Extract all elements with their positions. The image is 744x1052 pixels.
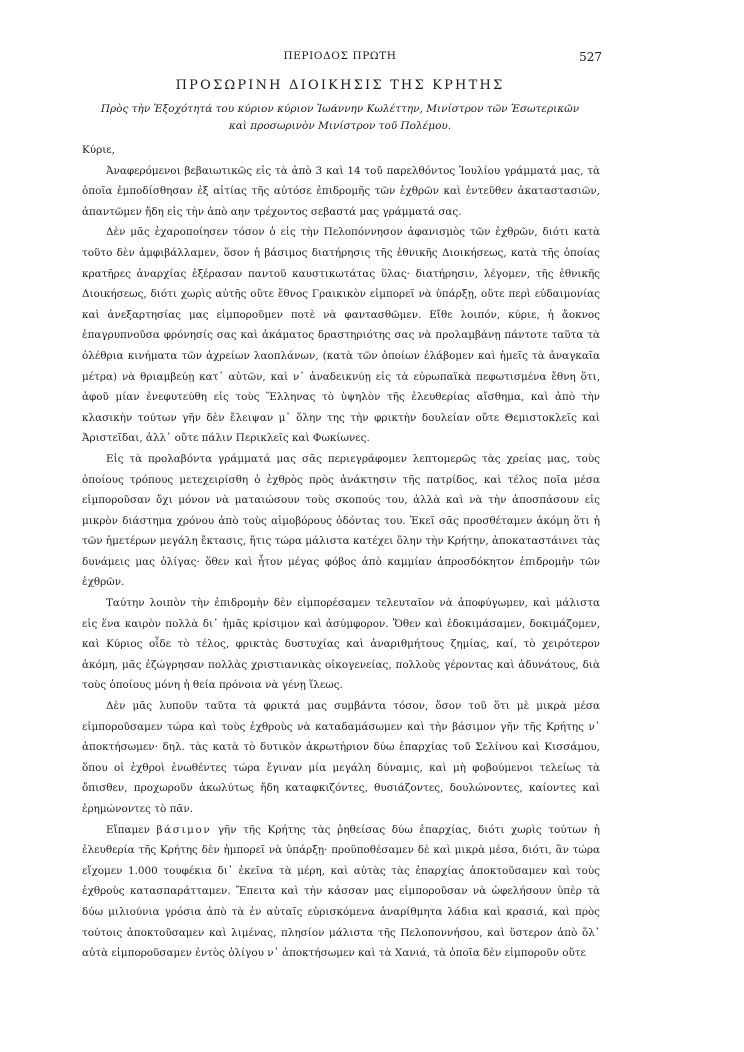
paragraph-6 [82,820,600,964]
running-head: ΠΕΡΙΟΔΟΣ ΠΡΩΤΗ [283,50,397,62]
letter-body [82,140,600,964]
paragraph-5: Δὲν μᾶς λυποῦν ταῦτα τὰ φρικτά μας συμβάντα τόσον, ὅσον τοῦ ὅτι μὲ μικρὰ μέσα εἰμποροῦσαμεν τώρα καὶ τοὺς ἐχθροὺς νὰ καταδαμάσωμεν καὶ τὴν βάσιμον γῆν τῆς Κρήτης ν᾽ ἀποκτήσωμεν· δηλ. τὰς κατὰ τὸ δυτικὸν ἀκρωτήριον δύω ἐπαρχίας τοῦ Σελίνου καὶ Κισσάμου, ὅπου οἱ ἐχθροὶ ἑνωθέντες τώρα ἔγιναν μία μεγάλη δύναμις, καὶ μὴ φοβούμενοι τελείως τὰ ὄπισθεν, προχωροῦν ἀκωλύτως ἤδη καταφκιζόντες, θυσιάζοντες, δουλώνοντες, καίοντες καὶ ἐρημώνοντες τὸ πᾶν. [82,700,600,815]
document-title: ΠΡΟΣΩΡΙΝΗ ΔΙΟΙΚΗΣΙΣ ΤΗΣ ΚΡΗΤΗΣ [175,78,505,93]
page-number: 527 [579,50,602,64]
paragraph-3: Εἰς τὰ προλαβόντα γράμματά μας σᾶς περιεγράφομεν λεπτομερῶς τὰς χρείας μας, τοὺς ὁποίους τρόπους μετεχειρίσθη ὁ ἐχθρὸς πρὸς ἀνάκτησιν τῆς πατρίδος, καὶ τέλος ποῖα μέσα εἰμποροῦσαν ὄχι μόνον νὰ ματαιώσουν τοὺς σκοπούς του, ἀλλὰ καὶ νὰ τὴν ἀποσπάσουν εἰς μικρὸν διάστημα χρόνου ἀπὸ τοὺς αἱμοβόρους ὀδόντας του. Ἐκεῖ σᾶς προσθέταμεν ἀκόμη ὅτι ἡ τῶν ἡμετέρων μεγάλη ἔκτασις, ἥτις τώρα μάλιστα κατέχει ὅλην τὴν Κρήτην, ἀποκαταστάινει τὰς δυνάμεις μας ὀλίγας· ὅθεν καὶ ἦτον μέγας φόβος ἀπὸ καμμίαν ἀπροσδόκητον ἐπιδρομὴν τῶν ἐχθρῶν. [82,452,600,589]
page-header [80,50,600,68]
paragraph-6-lead: Εἴπαμεν [106,823,157,836]
addressee-block [82,101,598,135]
paragraph-6-emphasis: βάσιμον [156,823,212,836]
paragraph-4: Ταύτην λοιπὸν τὴν ἐπιδρομὴν δὲν εἰμπορέσαμεν τελευταῖον νὰ ἀποφύγωμεν, καὶ μάλιστα εἰς ἕνα καιρὸν πολλὰ δι᾽ ἡμᾶς κρίσιμον καὶ ἀσύμφορον. Ὅθεν καὶ ἐδοκιμάσαμεν, δοκιμάζομεν, καὶ Κύριος οἶδε τὸ τέλος, φρικτὰς δυστυχίας καὶ ἀναριθμήτους ζημίας, καί, τὸ χειρότερον ἀκόμη, μᾶς ἐζώγρησαν πολλὰς χριστιανικὰς οἰκογενείας, πολλοὺς γέροντας καὶ ἀδυνάτους, διὰ τοὺς ὁποίους μόνη ἡ θεία πρόνοια νὰ γένῃ ἵλεως. [82,597,600,692]
paragraph-1: Ἀναφερόμενοι βεβαιωτικῶς εἰς τὰ ἀπὸ 3 καὶ 14 τοῦ παρελθόντος Ἰουλίου γράμματά μας, τὰ ὁποῖα ἐμποδίσθησαν ἐξ αἰτίας τῆς αὐτόσε ἐπιδρομῆς τῶν ἐχθρῶν καὶ ἐντεῦθεν ἀκαταστασιῶν, ἀπαντῶμεν ἤδη εἰς τὴν ἀπὸ αην τρέχοντος σεβαστά μας γράμματά σας. [82,164,600,218]
addressee-line-1: Πρὸς τὴν Ἐξοχότητά του κύριον κύριον Ἰωάννην Κωλέττην, Μινίστρον τῶν Ἐσωτερικῶν [100,103,580,115]
addressee-line-2: καὶ προσωρινὸν Μινίστρον τοῦ Πολέμου. [228,120,452,132]
paragraph-6-rest: γῆν τῆς Κρήτης τὰς ῥηθείσας δύω ἐπαρχίας, διότι χωρὶς τούτων ἡ ἐλευθερία τῆς Κρήτης δὲν ἠμπορεῖ νὰ ὑπάρξῃ· προϋποθέσαμεν δὲ καὶ μικρὰ μέσα, διότι, ἂν τώρα εἴχομεν 1.000 τουφέκια δι᾽ ἐκεῖνα τὰ μέρη, καὶ αὐτὰς τὰς ἐπαρχίας ἀποκτοῦσαμεν καὶ τοὺς ἐχθροὺς κατασπαράτταμεν. Ἔπειτα καὶ τὴν κάσσαν μας εἰμποροῦσαν νὰ ὠφελήσουν ὑπὲρ τὰ δύω μιλιούνια γρόσια ἀπὸ τὰ ἐν αὐταῖς εὑρισκόμενα ἀναρίθμητα λάδια καὶ κρασιά, καὶ πρὸς τούτοις ἀποκτοῦσαμεν καὶ λιμένας, πλησίον μάλιστα τῆς Πελοποννήσου, καὶ ὕστερον ἀπὸ ὅλ᾽ αὐτὰ εἰμποροῦσαμεν ἐντὸς ὀλίγου ν᾽ ἀποκτήσωμεν καὶ τὰ Χανιά, τὰ ὁποῖα δὲν εἰμποροῦν οὔτε [82,823,600,960]
paragraph-2: Δὲν μᾶς ἐχαροποίησεν τόσον ὁ εἰς τὴν Πελοπόννησον ἀφανισμὸς τῶν ἐχθρῶν, διότι κατὰ τοῦτο δὲν ἀμφιβάλλαμεν, ὅσον ἡ βάσιμος διατήρησις τῆς ἐθνικῆς Διοικήσεως, κατὰ τῆς ὁποίας κρατῆρες ἀναρχίας ἐξέρασαν παντοῦ καυστικωτάτας ὕλας· διατήρησιν, λέγομεν, τῆς ἐθνικῆς Διοικήσεως, διότι χωρὶς αὐτῆς οὔτε ἔθνος Γραικικὸν εἰμπορεῖ νὰ ὑπάρξῃ, οὔτε περὶ εὐδαιμονίας καὶ ἀνεξαρτησίας μας εἰμποροῦμεν ποτὲ νὰ φαντασθῶμεν. Εἴθε λοιπόν, κύριε, ἡ ἄοκνος ἐπαγρυπνοῦσα φρόνησίς σας καὶ ἀκάματος δραστηριότης σας νὰ προλαμβάνῃ πάντοτε ταῦτα τὰ ὀλέθρια κινήματα τῶν ἀχρείων λαοπλάνων, (κατὰ τῶν ὁποίων ἐλάβομεν καὶ ἡμεῖς τὰ ἀναγκαῖα μέτρα) νὰ θριαμβεύῃ κατ᾽ αὐτῶν, καὶ ν᾽ ἀναδεικνύῃ εἰς τὰ εὐρωπαϊκὰ πεφωτισμένα ἔθνη ὅτι, ἀφοῦ μίαν ἐνεφυτεύθη εἰς τοὺς Ἕλληνας τὸ ὑψηλὸν τῆς ἐλευθερίας αἴσθημα, καὶ ἀπὸ τὴν κλασικὴν τούτων γῆν δὲν ἔλειψαν μ᾽ ὅλην της τὴν φρικτὴν δουλείαν οὔτε Θεμιστοκλεῖς καὶ Ἀριστεῖδαι, ἀλλ᾽ οὔτε πάλιν Περικλεῖς καὶ Φωκίωνες. [82,226,600,445]
salutation: Κύριε, [82,144,115,156]
